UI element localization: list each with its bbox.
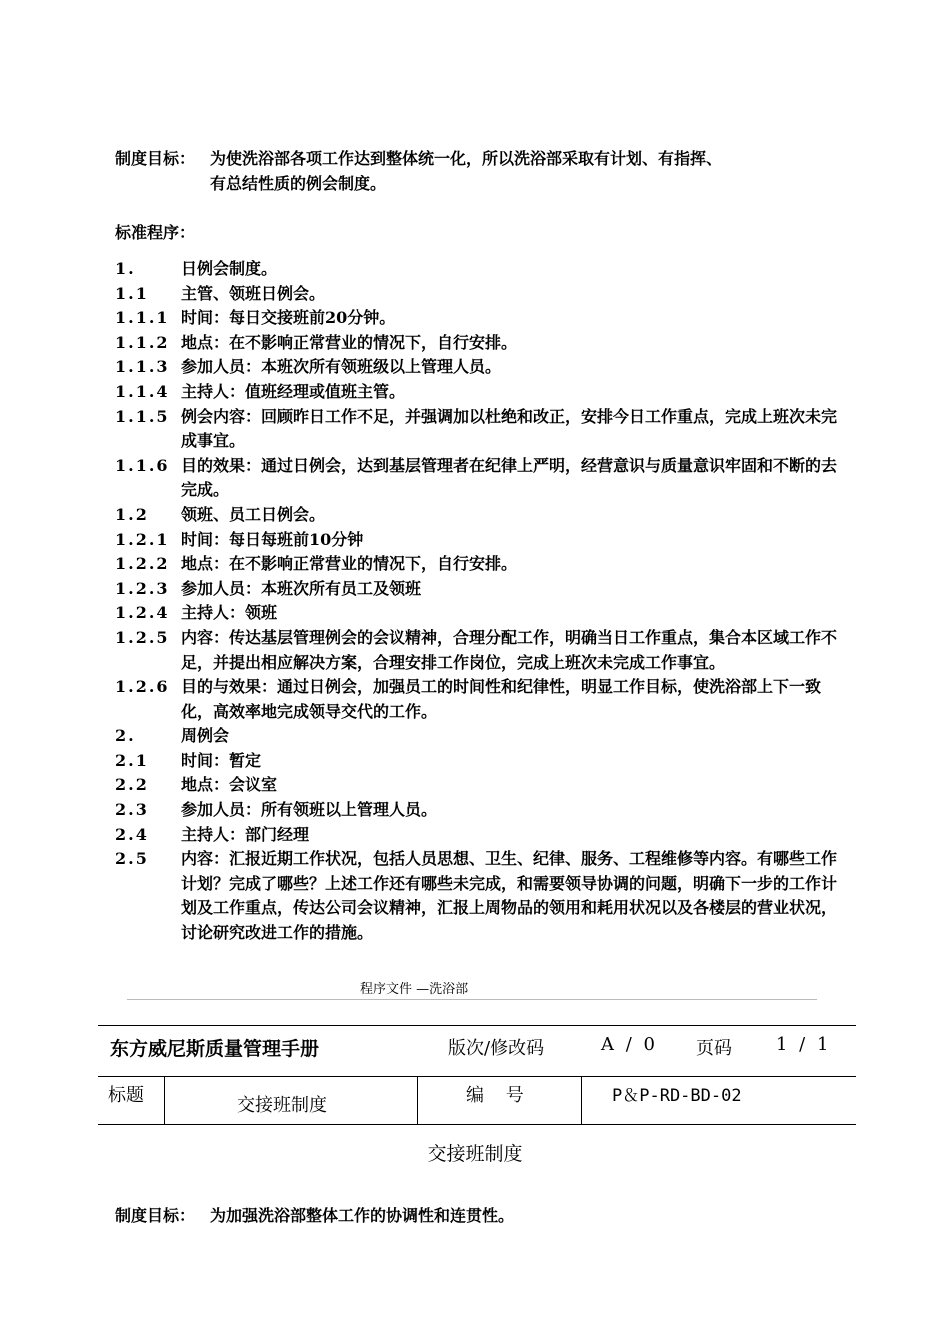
- procedure-item: [115, 773, 845, 798]
- procedure-list: [115, 257, 845, 946]
- procedure-item-text: 目的效果：通过日例会，达到基层管理者在纪律上严明，经营意识与质量意识牢固和不断的去完成。: [181, 455, 838, 500]
- procedure-item-number: 2.2: [115, 775, 149, 795]
- procedure-item: [115, 405, 845, 454]
- procedure-item-text: 领班、员工日例会。: [181, 504, 326, 524]
- procedure-item-text: 例会内容：回顾昨日工作不足，并强调加以杜绝和改正，安排今日工作重点，完成上班次未完成事宜。: [181, 406, 838, 451]
- footer-divider: [127, 999, 817, 1000]
- goal-paragraph: [115, 146, 855, 196]
- procedure-item-text: 日例会制度。: [181, 259, 278, 278]
- code-label: 编 号: [466, 1085, 532, 1106]
- procedure-item-number: 2.4: [115, 824, 149, 844]
- procedure-item: [115, 257, 845, 282]
- procedure-item-text: 主持人：值班经理或值班主管。: [181, 381, 406, 401]
- procedure-item: [115, 454, 845, 503]
- standard-procedure-heading: 标准程序：: [115, 223, 196, 242]
- title-label-cell: [98, 1077, 165, 1124]
- footer-caption: 程序文件 —洗浴部: [360, 982, 469, 997]
- procedure-item-text: 参加人员：本班次所有员工及领班: [181, 578, 422, 598]
- goal-text-2: 为加强洗浴部整体工作的协调性和连贯性。: [210, 1206, 515, 1225]
- procedure-item-number: 1.2.5: [115, 627, 170, 647]
- procedure-item-number: 1.2.6: [115, 677, 170, 697]
- procedure-item-text: 主持人：部门经理: [181, 824, 310, 844]
- title-label: 标题: [108, 1085, 144, 1106]
- procedure-item: [115, 749, 845, 774]
- procedure-item: [115, 577, 845, 602]
- procedure-item-number: 1.1.3: [115, 357, 170, 377]
- procedure-item-number: 2.3: [115, 800, 149, 820]
- goal-label: 制度目标：: [115, 149, 196, 168]
- version-label: 版次/修改码: [448, 1038, 545, 1059]
- procedure-item: [115, 380, 845, 405]
- procedure-item: [115, 847, 845, 945]
- procedure-item-text: 内容：传达基层管理例会的会议精神，合理分配工作，明确当日工作重点，集合本区域工作不足，并提出相应解决方案，合理安排工作岗位，完成上班次未完成工作事宜。: [181, 627, 838, 672]
- goal-line-1: 为使洗浴部各项工作达到整体统一化，所以洗浴部采取有计划、有指挥、: [210, 149, 723, 168]
- title-value-cell: [165, 1077, 418, 1124]
- procedure-item-text: 周例会: [181, 726, 230, 746]
- header-row-title: [98, 1077, 856, 1125]
- procedure-item: [115, 798, 845, 823]
- code-value-cell: [582, 1077, 856, 1124]
- procedure-item: [115, 675, 845, 724]
- procedure-item-number: 1.: [115, 259, 136, 278]
- procedure-item-number: 1.2.2: [115, 554, 170, 574]
- procedure-item-number: 2.1: [115, 750, 149, 770]
- title-value: 交接班制度: [237, 1095, 327, 1116]
- procedure-item-number: 1.1.5: [115, 406, 170, 426]
- procedure-item-text: 主持人：领班: [181, 603, 278, 623]
- procedure-item-number: 1.2.1: [115, 529, 170, 549]
- procedure-item: [115, 282, 845, 307]
- goal-line-2: 有总结性质的例会制度。: [210, 174, 387, 193]
- procedure-item: [115, 355, 845, 380]
- procedure-item-number: 2.5: [115, 849, 149, 869]
- page-label: 页码: [696, 1038, 732, 1059]
- procedure-item: [115, 503, 845, 528]
- procedure-item: [115, 724, 845, 749]
- section-title: 交接班制度: [427, 1143, 523, 1165]
- goal-label-2: 制度目标：: [115, 1206, 196, 1225]
- procedure-item: [115, 552, 845, 577]
- procedure-item-text: 内容：汇报近期工作状况，包括人员思想、卫生、纪律、服务、工程维修等内容。有哪些工作计划？完成了哪些？上述工作还有哪些未完成，和需要领导协调的问题，明确下一步的工作计划及工作重点，传达公司会议精神，汇报上周物品的领用和耗用状况以及各楼层的营业状况，讨论研究改进工作的措施。: [181, 849, 838, 943]
- procedure-item-number: 1.1.2: [115, 332, 170, 352]
- procedure-item-text: 地点：在不影响正常营业的情况下，自行安排。: [181, 554, 518, 574]
- code-value: P＆P-RD-BD-02: [612, 1086, 742, 1106]
- code-label-cell: [418, 1077, 582, 1124]
- procedure-item-text: 时间：每日交接班前20分钟。: [181, 308, 396, 328]
- procedure-item-number: 2.: [115, 726, 136, 746]
- procedure-item: [115, 626, 845, 675]
- document-header-table: [98, 1025, 856, 1125]
- procedure-item-text: 时间：每日每班前10分钟: [181, 529, 364, 549]
- procedure-item: [115, 528, 845, 553]
- procedure-item-text: 参加人员：所有领班以上管理人员。: [181, 800, 438, 820]
- procedure-item-number: 1.1.6: [115, 455, 170, 475]
- procedure-item-number: 1.1.4: [115, 381, 170, 401]
- procedure-item: [115, 823, 845, 848]
- version-value: A / 0: [601, 1034, 658, 1055]
- procedure-item-text: 目的与效果：通过日例会，加强员工的时间性和纪律性，明显工作目标，使洗浴部上下一致化，高效率地完成领导交代的工作。: [181, 677, 822, 721]
- procedure-item: [115, 331, 845, 356]
- procedure-item: [115, 601, 845, 626]
- procedure-item-number: 1.1: [115, 283, 149, 303]
- procedure-item-number: 1.2.4: [115, 603, 170, 623]
- manual-title: 东方威尼斯质量管理手册: [110, 1038, 320, 1060]
- procedure-item-text: 主管、领班日例会。: [181, 283, 326, 303]
- page-value: 1 / 1: [776, 1034, 832, 1055]
- procedure-item-text: 时间：暂定: [181, 750, 262, 770]
- procedure-item: [115, 306, 845, 331]
- procedure-item-text: 参加人员：本班次所有领班级以上管理人员。: [181, 357, 502, 377]
- procedure-item-text: 地点：会议室: [181, 775, 278, 795]
- procedure-item-number: 1.1.1: [115, 308, 170, 328]
- procedure-item-text: 地点：在不影响正常营业的情况下，自行安排。: [181, 332, 518, 352]
- goal-paragraph-2: [115, 1203, 514, 1226]
- header-row-manual: [98, 1026, 856, 1077]
- procedure-item-number: 1.2: [115, 504, 149, 524]
- procedure-item-number: 1.2.3: [115, 578, 170, 598]
